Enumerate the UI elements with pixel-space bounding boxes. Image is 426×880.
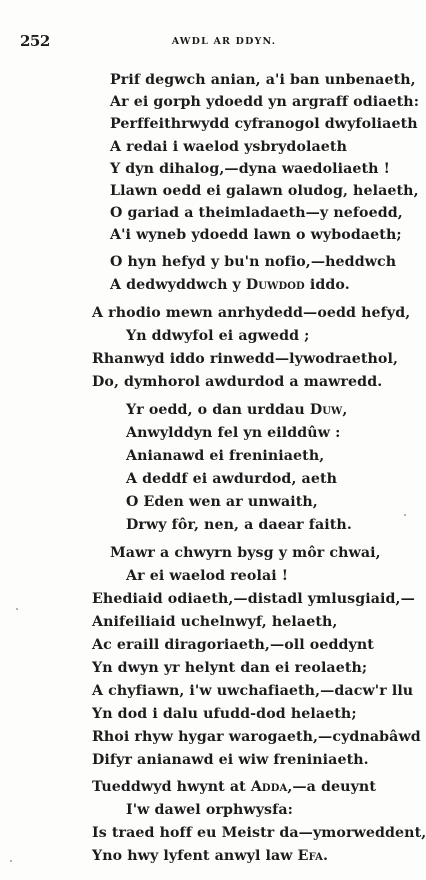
line-text: A dedwyddwch y	[110, 277, 246, 293]
poem-line: Yn dod i dalu ufudd-dod helaeth;	[92, 706, 357, 722]
line-text: .	[323, 848, 329, 864]
poem-line	[92, 846, 328, 866]
poem-line: Drwy fôr, nen, a daear faith.	[126, 517, 352, 533]
poem-line: A chyfiawn, i'w uwchafiaeth,—dacw'r llu	[92, 683, 414, 699]
poem-line	[92, 777, 376, 797]
poem-line: Do, dymhorol awdurdod a mawredd.	[92, 374, 383, 390]
paper-speck	[404, 514, 406, 516]
poem-line: A'i wyneb ydoedd lawn o wybodaeth;	[110, 227, 402, 243]
poem-line: Difyr anianawd ei wiw freniniaeth.	[92, 752, 369, 768]
poem-line: I'w dawel orphwysfa:	[126, 802, 293, 818]
line-text: ,	[342, 402, 348, 418]
poem-line: A rhodio mewn anrhydedd—oedd hefyd,	[92, 305, 411, 321]
poem-line: A deddf ei awdurdod, aeth	[126, 471, 338, 487]
poem-line	[110, 275, 350, 295]
poem-line: Rhanwyd iddo rinwedd—lywodraethol,	[92, 351, 398, 367]
line-text: iddo.	[304, 277, 350, 293]
poem-line: Y dyn dihalog,—dyna waedoliaeth !	[110, 161, 390, 177]
poem-line: Is traed hoff eu Meistr da—ymorweddent,	[92, 825, 426, 841]
poem-line: Ar ei gorph ydoedd yn argraff odiaeth:	[110, 94, 420, 110]
poem-line: Perffeithrwydd cyfranogol dwyfoliaeth	[110, 116, 418, 132]
poem-line: Prif degwch anian, a'i ban unbenaeth,	[110, 72, 416, 88]
poem-line	[126, 400, 347, 420]
poem-line: Rhoi rhyw hygar warogaeth,—cydnabâwd	[92, 729, 421, 745]
poem-line: Ehediaid odiaeth,—distadl ymlusgiaid,—	[92, 591, 415, 607]
line-text: Tueddwyd hwynt at	[92, 779, 251, 795]
line-text: ,—a deuynt	[287, 779, 376, 795]
poem-line: Llawn oedd ei galawn oludog, helaeth,	[110, 183, 419, 199]
poem-line: O gariad a theimladaeth—y nefoedd,	[110, 205, 403, 221]
running-head: AWDL AR DDYN.	[171, 36, 277, 47]
poem-line: Anianawd ei freniniaeth,	[126, 448, 325, 464]
paper-speck	[10, 860, 12, 862]
poem-line: O hyn hefyd y bu'n nofio,—heddwch	[110, 254, 397, 270]
poem-line: O Eden wen ar unwaith,	[126, 494, 318, 510]
name-duwdod: Duwdod	[245, 277, 305, 293]
poem-line: Anwylddyn fel yn eilddûw :	[126, 425, 341, 441]
poem-line: Yn ddwyfol ei agwedd ;	[126, 328, 310, 344]
poem-line: Ar ei waelod reolai !	[126, 568, 289, 584]
page-header	[0, 0, 426, 58]
poem-line: Yn dwyn yr helynt dan ei reolaeth;	[92, 660, 368, 676]
name-adda: Adda	[250, 779, 288, 795]
line-text: Yr oedd, o dan urddau	[126, 402, 310, 418]
line-text: Yno hwy lyfent anwyl law	[92, 848, 298, 864]
name-efa: Efa	[297, 848, 324, 864]
name-duw: Duw	[309, 402, 343, 418]
paper-speck	[16, 608, 18, 610]
poem-line: A redai i waelod ysbrydolaeth	[110, 139, 347, 155]
poem-line: Ac eraill diragoriaeth,—oll oeddynt	[92, 637, 374, 653]
poem-line: Anifeiliaid uchelnwyf, helaeth,	[92, 614, 338, 630]
page-number: 252	[20, 32, 50, 50]
poem-line: Mawr a chwyrn bysg y môr chwai,	[110, 545, 381, 561]
